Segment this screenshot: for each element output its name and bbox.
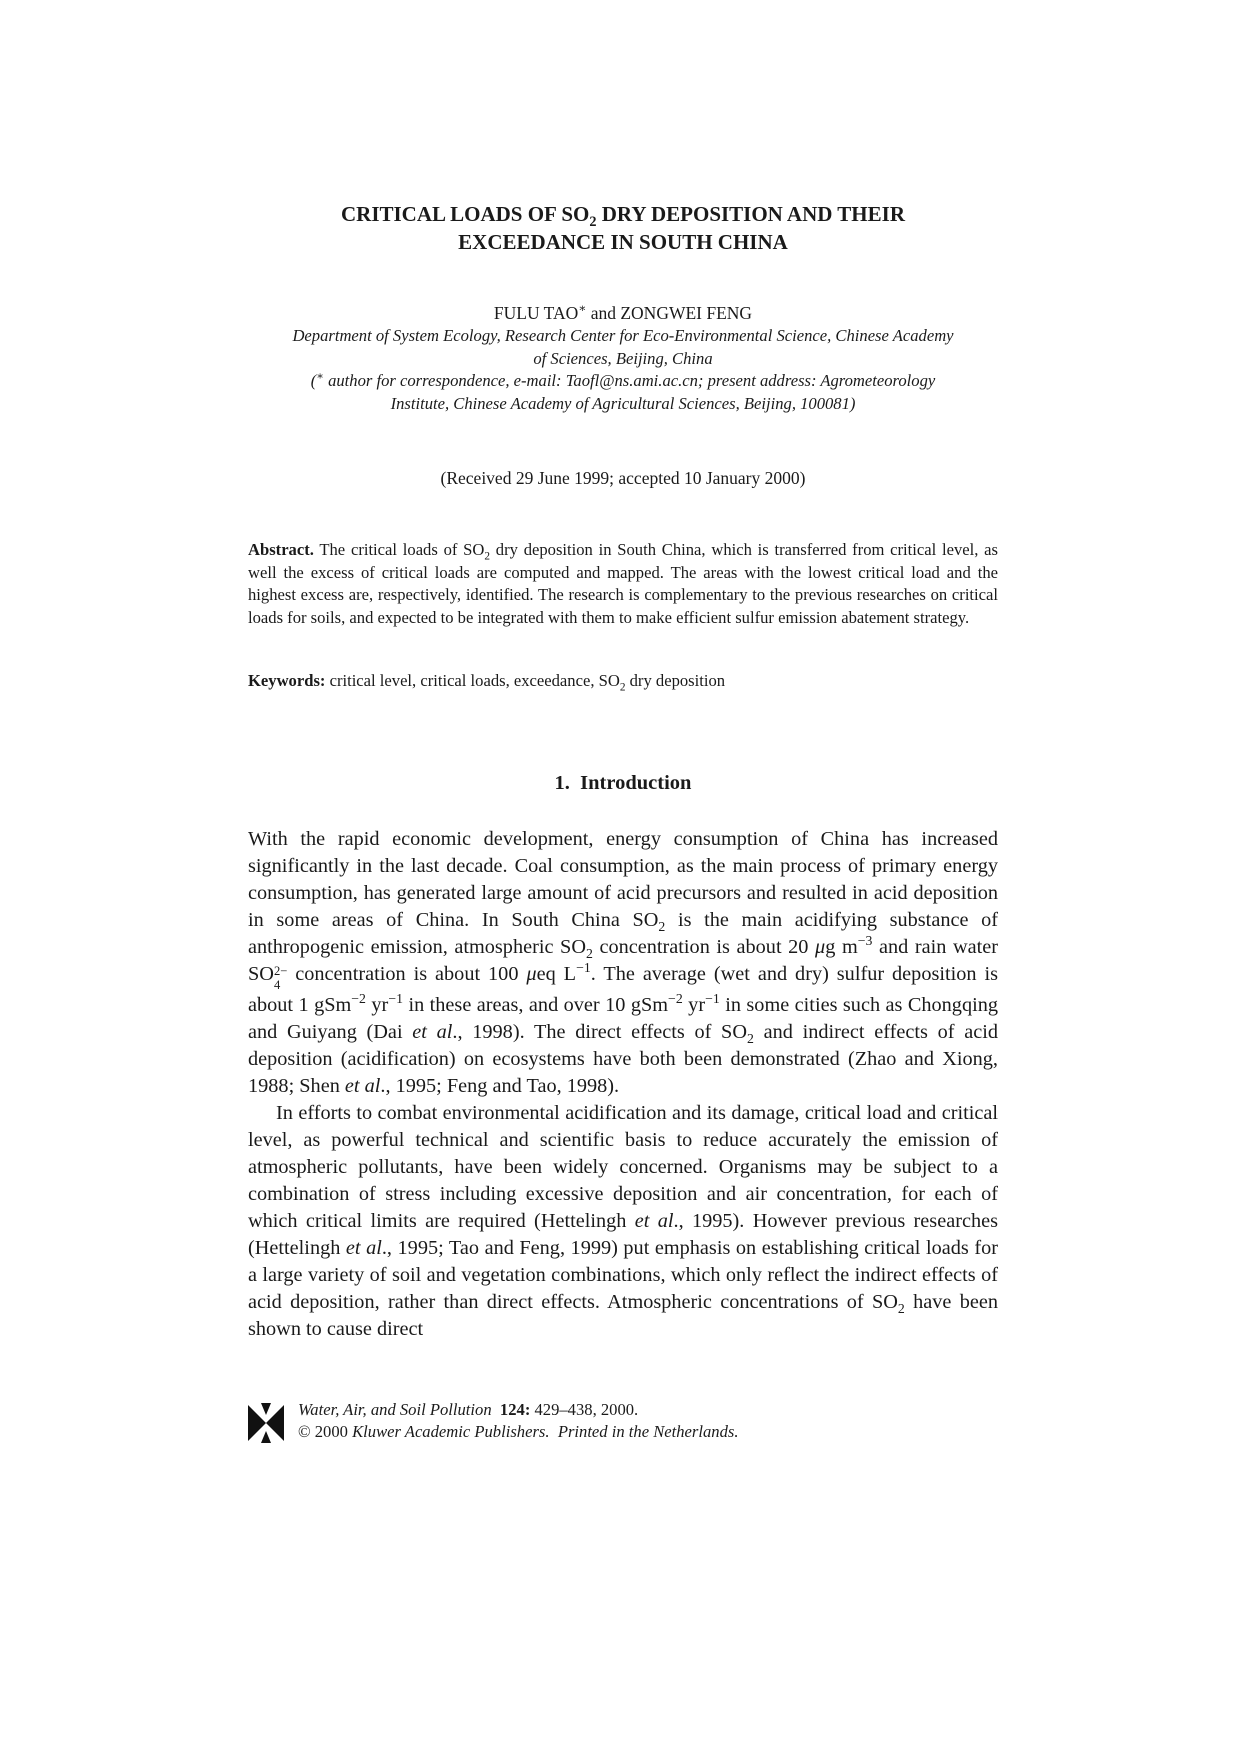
journal-pages: 429–438, 2000. (530, 1400, 639, 1419)
correspondence-mark: ∗ (578, 301, 587, 316)
journal-volume: 124: (499, 1400, 531, 1419)
publisher-name: Kluwer Academic Publishers. (352, 1422, 550, 1441)
paragraph-1: With the rapid economic development, energy consumption of China has increased significantly in the last decade. Coal consumption, as the main process of primary energy consumption, has generated large amount of acid precursors and resulted in acid deposition in some areas of China. In South China $SO_2$ is the main acidifying substance of anthropogenic emission, atmospheric $SO_2$ concentration is about 20 μg $m^{-3}$ and rain water SO 2− 4 concentration is about 100 μeq $L^{-1}$. The average (wet and dry) sulfur deposition is about 1 gSm$^{-2}$ $yr^{-1}$ in these areas, and over 10 gSm$^{-2}$ $yr^{-1}$ in some cities such as Chongqing and Guiyang (Dai et al., 1998). The direct effects of $SO_2$ and indirect effects of acid deposition (acidification) on ecosystems have both been demonstrated (Zhao and Xiong, 1988; Shen et al., 1995; Feng and Tao, 1998). (248, 828, 999, 1097)
abstract: Abstract. The critical loads of $SO_2$ dry deposition in South China, which is transferred from critical level, as well the excess of critical loads are computed and mapped. The areas with the lowest critical load and the highest excess are, respectively, identified. The research is complementary to the previous researches on critical loads for soils, and expected to be integrated with them to make efficient sulfur emission abatement strategy. (248, 540, 998, 627)
section-number: 1. (554, 772, 570, 794)
journal-footer (248, 1399, 998, 1447)
paragraph-2: In efforts to combat environmental acidification and its damage, critical load and critical level, as powerful technical and scientific basis to reduce accurately the emission of atmospheric pollutants, have been widely concerned. Organisms may be subject to a combination of stress including excessive deposition and air concentration, for each of which critical limits are required (Hettelingh et al., 1995). However previous researches (Hettelingh et al., 1995; Tao and Feng, 1999) put emphasis on establishing critical loads for a large variety of soil and vegetation combinations, which only reflect the indirect effects of acid deposition, rather than direct effects. Atmospheric concentrations of $SO_2$ have been shown to cause direct (248, 1101, 999, 1340)
kluwer-logo-icon (248, 1403, 284, 1443)
printed-note: Printed in the Netherlands. (557, 1422, 739, 1441)
paper-title: CRITICAL LOADS OF $SO_2$ DRY DEPOSITION AND THEIR EXCEEDANCE IN SOUTH CHINA (340, 202, 905, 254)
paper-page (248, 0, 998, 1755)
abstract-label: Abstract. (248, 540, 314, 559)
author-1: FULU TAO (493, 303, 579, 323)
affiliation: Department of System Ecology, Research Center for Eco-Environmental Science, Chinese Academy of Sciences, Beijing, China (∗ author for correspondence, e-mail: Taofl@ns.ami.ac.cn; present address: Agrometeorology Institute, Chinese Academy of Agricultural Sciences, Beijing, 100081) (292, 326, 954, 413)
author-list: FULU TAO∗ and ZONGWEI FENG (493, 301, 753, 323)
section-heading-introduction (248, 770, 998, 796)
sulfate-ion-script: 2− 4 (273, 964, 288, 992)
footer-citation: Water, Air, and Soil Pollution 124: 429–438, 2000. © 2000 Kluwer Academic Publishers. Printed in the Netherlands. (298, 1400, 739, 1441)
introduction-body (248, 826, 998, 1343)
author-2: ZONGWEI FENG (620, 303, 753, 323)
section-title: Introduction (580, 772, 692, 794)
correspondence-note: author for correspondence, e-mail: Taofl@ns.ami.ac.cn; present address: Agrometeorology (323, 371, 936, 390)
received-dates: (Received 29 June 1999; accepted 10 January 2000) (440, 468, 806, 488)
keywords: Keywords: critical level, critical loads, exceedance, $SO_2$ dry deposition (248, 671, 726, 694)
keywords-label: Keywords: (248, 671, 326, 690)
journal-name: Water, Air, and Soil Pollution (298, 1400, 492, 1419)
